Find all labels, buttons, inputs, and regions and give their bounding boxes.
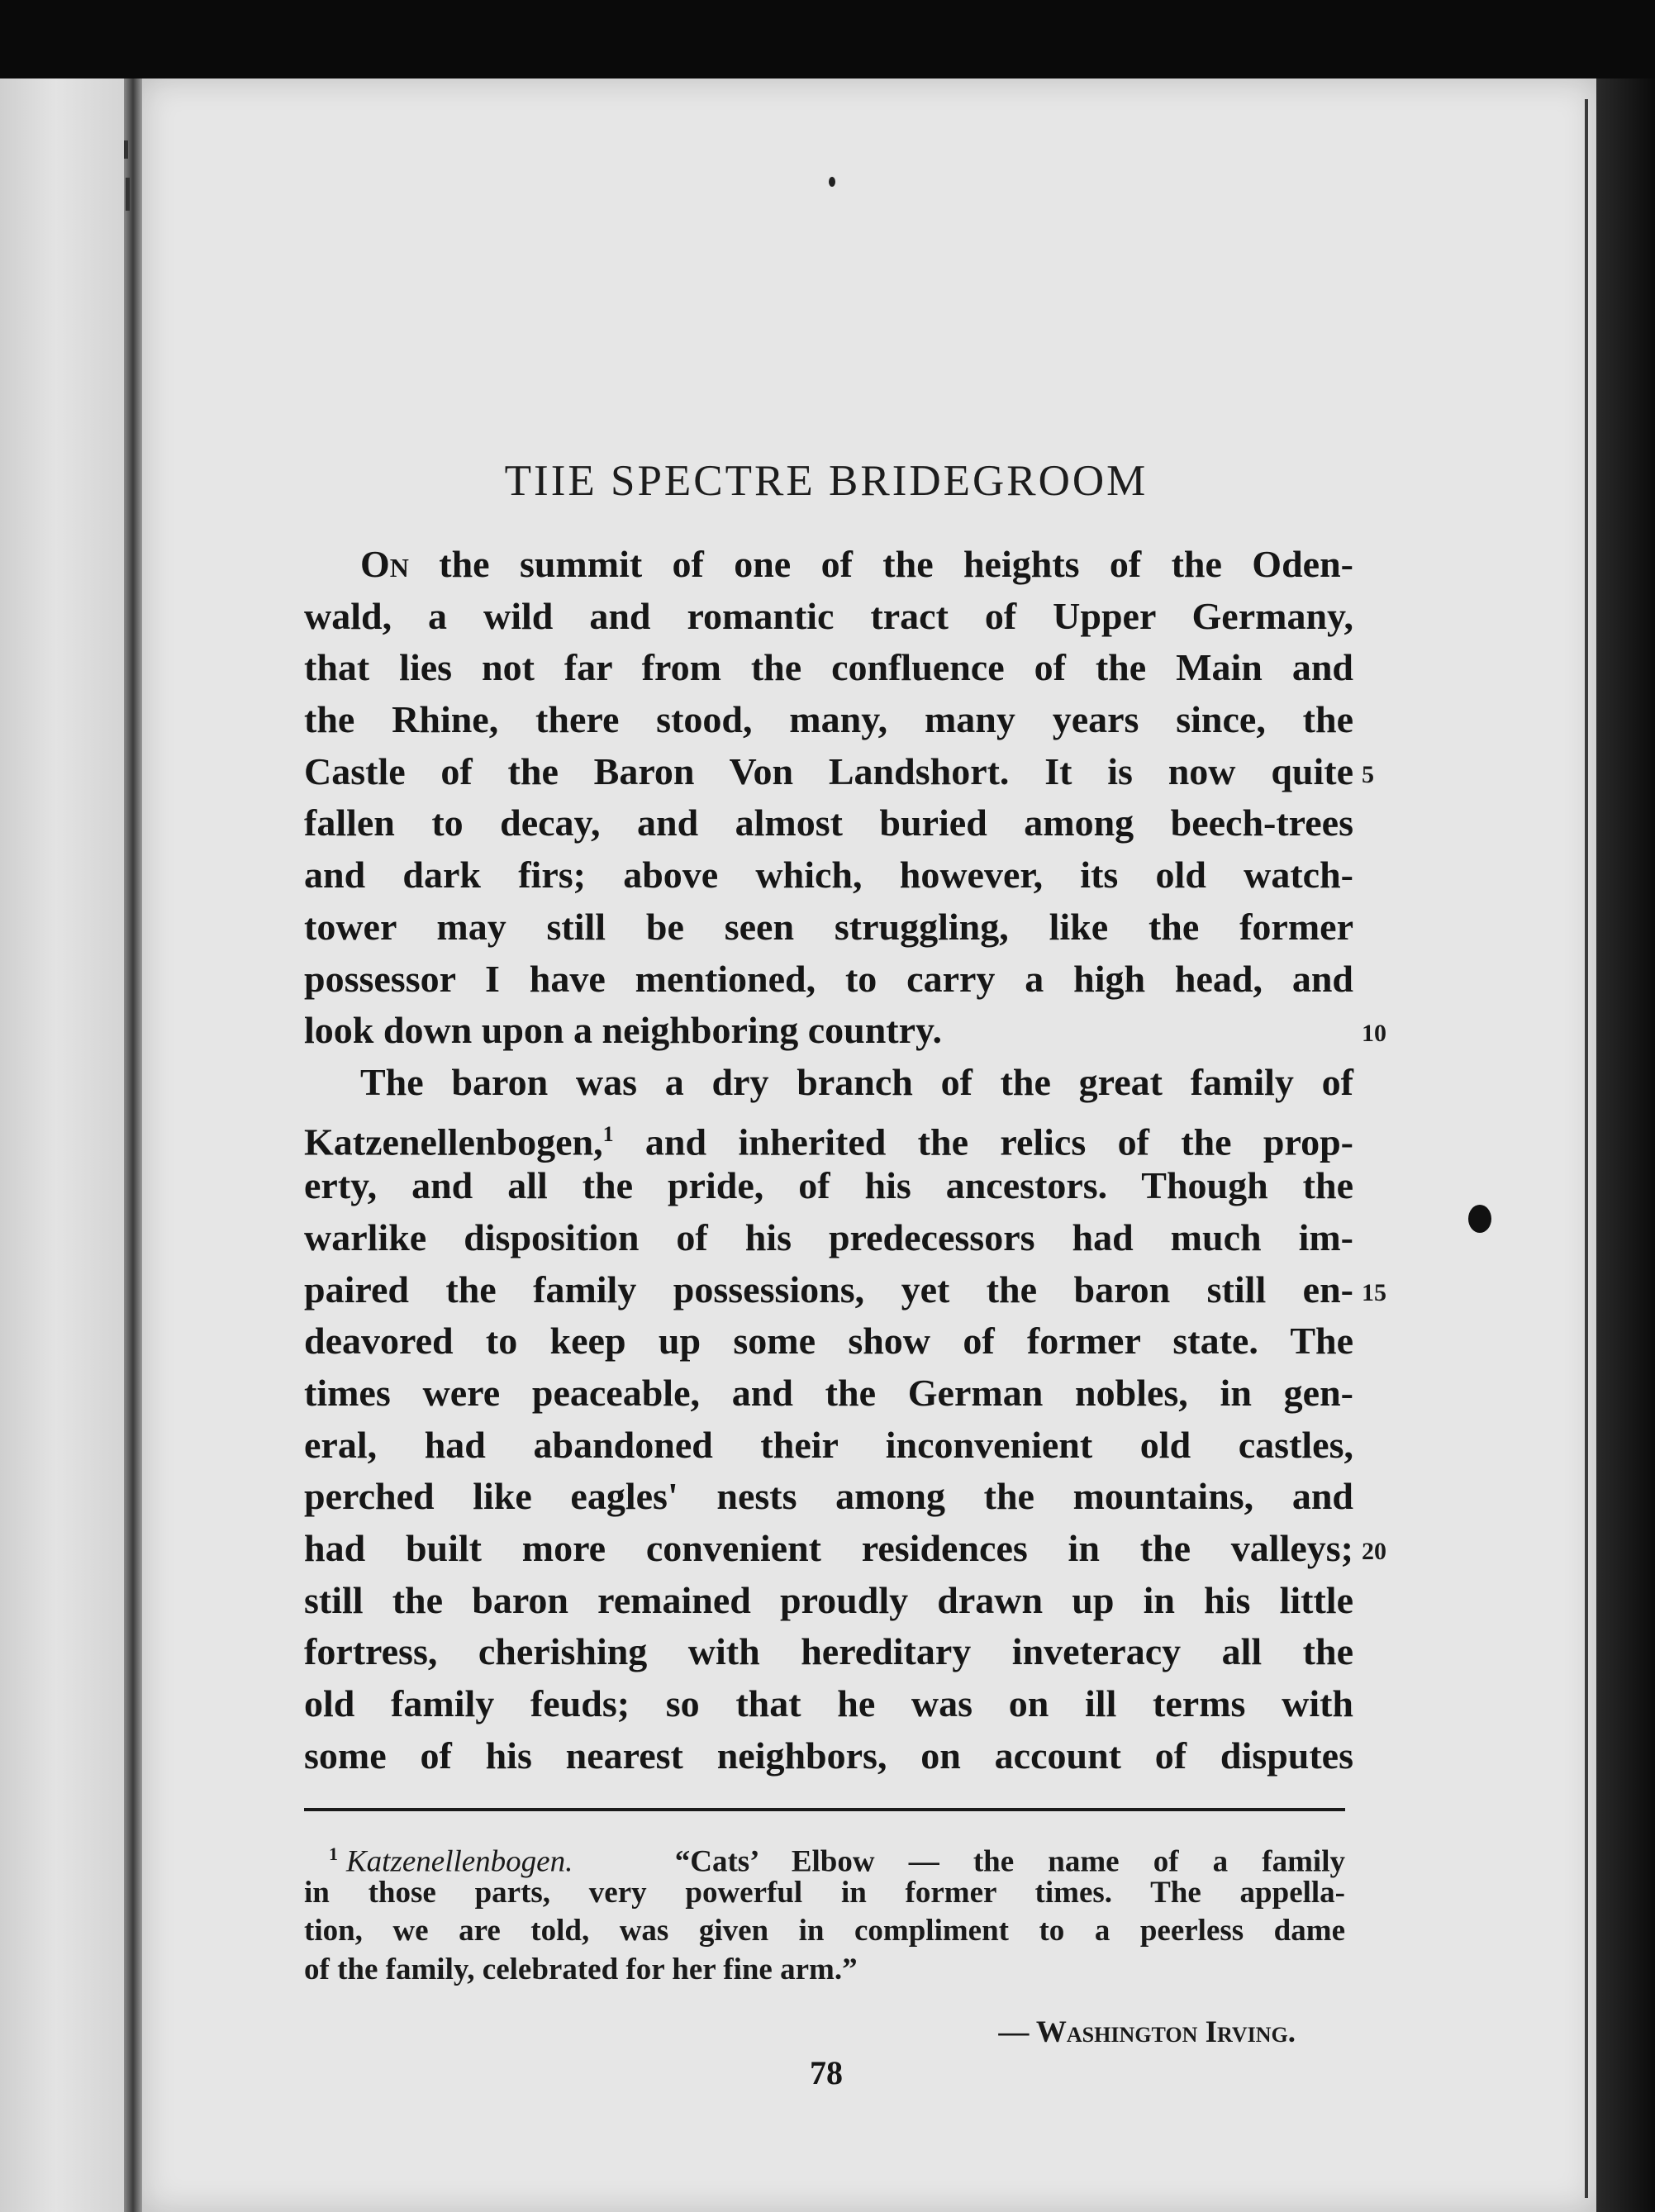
text-segment: Katzenellenbogen, xyxy=(304,1120,603,1163)
text-segment: Castle of the Baron Von Landshort. It is now quite xyxy=(304,749,1353,792)
edge-mark xyxy=(124,140,128,159)
facing-page-edge xyxy=(0,78,124,2212)
edge-mark xyxy=(126,178,130,211)
footnote-line: in those parts, very powerful in former times. The appella- xyxy=(304,1875,1345,1910)
text-segment: wald, a wild and romantic tract of Upper Germany, xyxy=(304,594,1353,637)
text-segment: eral, had abandoned their inconvenient old castles, xyxy=(304,1423,1353,1466)
text-line xyxy=(304,1420,1353,1472)
footnote xyxy=(304,1835,1345,1989)
text-line xyxy=(304,694,1353,746)
text-segment: deavored to keep up some show of former state. The xyxy=(304,1320,1353,1363)
text-line xyxy=(304,642,1353,694)
text-line xyxy=(304,746,1353,798)
line-number: 15 xyxy=(1362,1278,1386,1306)
text-line xyxy=(304,1730,1353,1782)
print-speck xyxy=(829,177,835,187)
text-line xyxy=(304,1005,1353,1057)
footnote-line: tion, we are told, was given in compliment to a peerless dame xyxy=(304,1914,1345,1948)
text-segment: tower may still be seen struggling, like the former xyxy=(304,905,1353,948)
text-line xyxy=(304,954,1353,1006)
text-segment: perched like eagles' nests among the mountains, and xyxy=(304,1475,1353,1518)
text-line xyxy=(304,1678,1353,1730)
text-line xyxy=(304,539,1353,591)
text-line xyxy=(304,1057,1353,1109)
text-segment: On xyxy=(360,543,409,585)
text-segment: the Rhine, there stood, many, many years since, the xyxy=(304,698,1353,741)
scan-top-border xyxy=(0,0,1655,78)
text-segment: fallen to decay, and almost buried among beech-trees xyxy=(304,802,1353,844)
book-gutter xyxy=(124,78,142,2212)
page-edge-line xyxy=(1585,99,1588,2198)
footnote-term: Katzenellenbogen. xyxy=(346,1844,573,1879)
attribution: — Washington Irving. xyxy=(998,2015,1296,2049)
text-segment: some of his nearest neighbors, on account of disputes xyxy=(304,1734,1353,1777)
footnote-marker: 1 xyxy=(329,1843,338,1864)
page-number: 78 xyxy=(810,2054,843,2091)
text-line xyxy=(304,1160,1353,1212)
text-segment: look down upon a neighboring country. xyxy=(304,1009,943,1052)
body-text xyxy=(304,539,1353,1782)
text-line xyxy=(304,1626,1353,1678)
footnote-line: of the family, celebrated for her fine arm.” xyxy=(304,1952,858,1986)
text-segment: erty, and all the pride, of his ancestors. Though the xyxy=(304,1164,1353,1207)
text-line xyxy=(304,797,1353,849)
text-segment: fortress, cherishing with hereditary inveteracy all the xyxy=(304,1630,1353,1673)
text-line xyxy=(304,901,1353,954)
print-blot xyxy=(1468,1205,1491,1233)
text-segment: paired the family possessions, yet the baron still en- xyxy=(304,1268,1353,1311)
page-title: TIIE SPECTRE BRIDEGROOM xyxy=(504,457,1149,505)
footnote-line: “Cats’ Elbow — the name of a family xyxy=(674,1844,1345,1879)
text-line xyxy=(304,1315,1353,1368)
text-line xyxy=(304,849,1353,901)
text-line xyxy=(304,1523,1353,1575)
text-segment: still the baron remained proudly drawn up in his little xyxy=(304,1578,1353,1621)
text-line xyxy=(304,1368,1353,1420)
text-segment: and inherited the relics of the prop- xyxy=(613,1120,1353,1163)
footnote-rule xyxy=(304,1808,1345,1811)
text-line xyxy=(304,1575,1353,1627)
text-segment: The baron was a dry branch of the great family of xyxy=(360,1060,1353,1103)
text-line xyxy=(304,591,1353,643)
scan-right-border xyxy=(1596,78,1655,2212)
text-segment: warlike disposition of his predecessors had much im- xyxy=(304,1215,1353,1258)
text-segment: and dark firs; above which, however, its old watch- xyxy=(304,854,1353,897)
line-number: 20 xyxy=(1362,1538,1386,1566)
line-number: 5 xyxy=(1362,760,1374,788)
text-line xyxy=(304,1264,1353,1316)
text-segment: possessor I have mentioned, to carry a high head, and xyxy=(304,957,1353,1000)
text-segment: times were peaceable, and the German nobles, in gen- xyxy=(304,1372,1353,1414)
text-line xyxy=(304,1471,1353,1523)
text-segment: old family feuds; so that he was on ill terms with xyxy=(304,1682,1353,1725)
text-line xyxy=(304,1109,1353,1161)
line-number: 10 xyxy=(1362,1020,1386,1048)
text-segment: that lies not far from the confluence of the Main and xyxy=(304,646,1353,689)
text-line xyxy=(304,1212,1353,1264)
text-segment: the summit of one of the heights of the Oden- xyxy=(408,543,1353,585)
text-segment: had built more convenient residences in the valleys; xyxy=(304,1527,1353,1570)
footnote-reference: 1 xyxy=(602,1121,614,1146)
